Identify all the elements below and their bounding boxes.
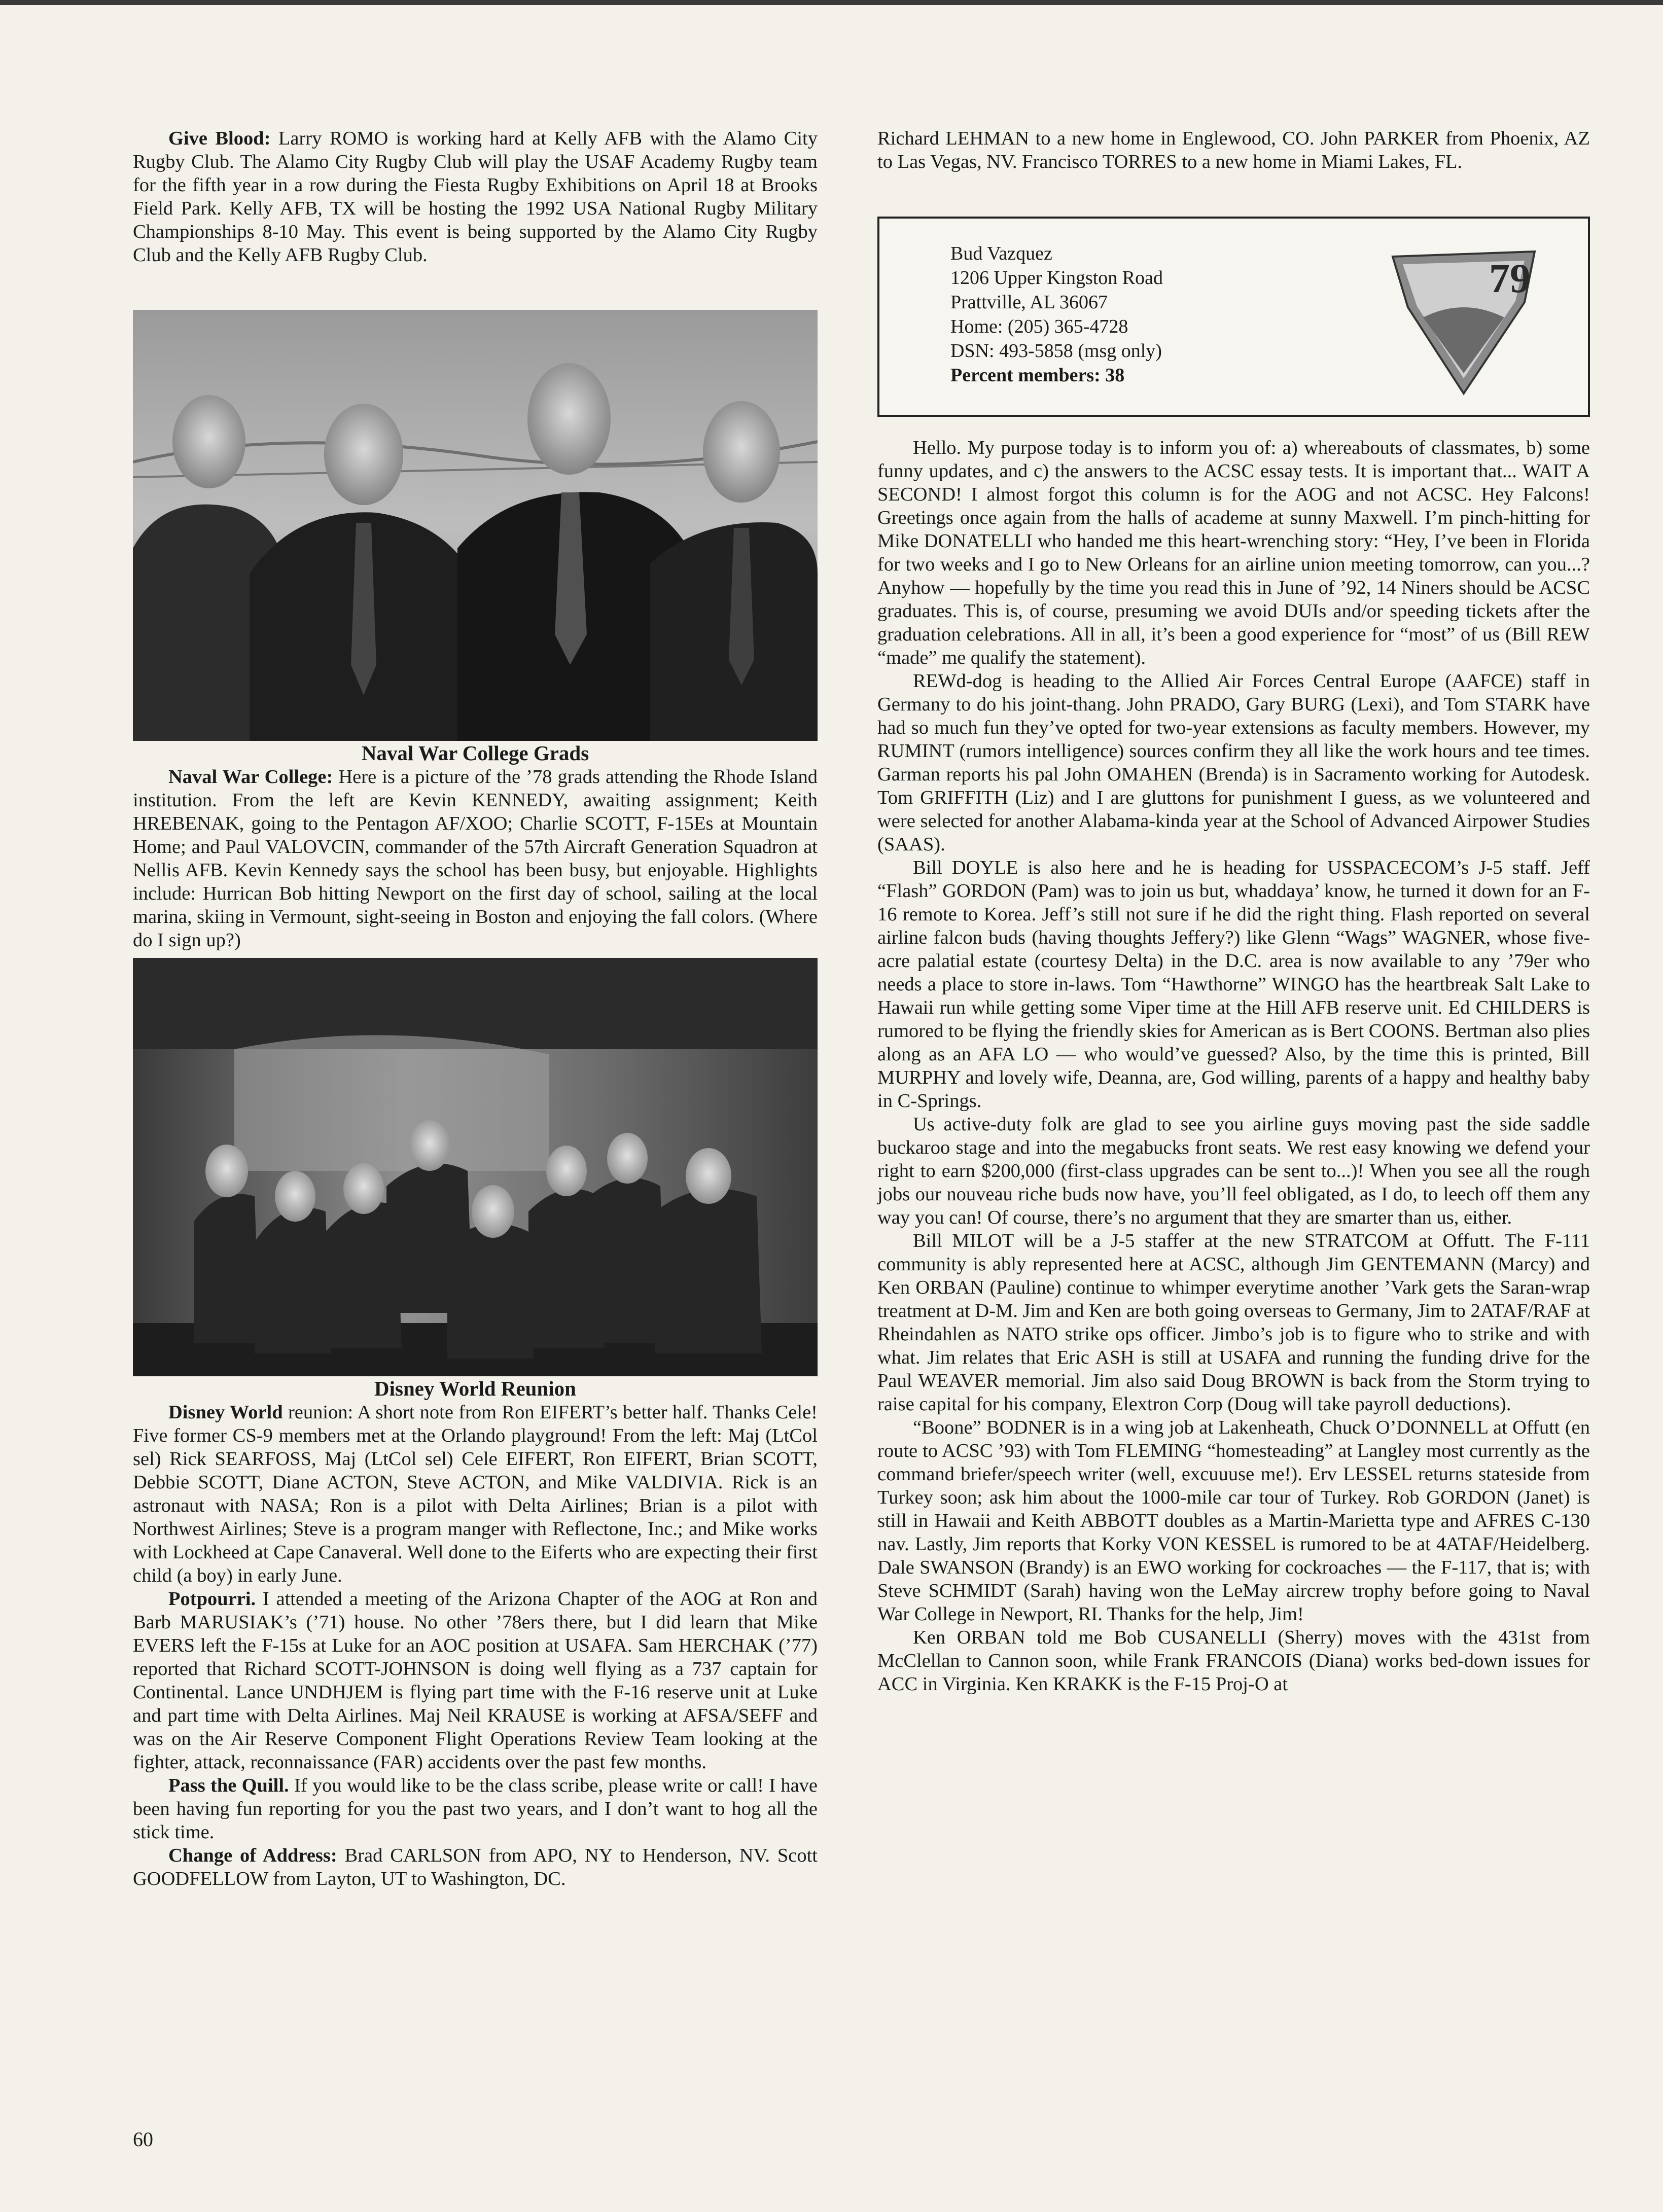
contact-name: Bud Vazquez (950, 243, 1052, 264)
naval-war-college-paragraph (133, 765, 818, 952)
column-body (877, 436, 1590, 1696)
quill-lead: Pass the Quill. (168, 1775, 289, 1796)
class-crest-icon (1388, 241, 1540, 399)
disney-photo-caption: Disney World Reunion (374, 1377, 576, 1400)
give-blood-text: Larry ROMO is working hard at Kelly AFB with the Alamo City Rugby Club. The Alamo City Rugby Club will play the USAF Academy Rugby team for the fifth year in a row during the Fiesta Rugby Exhibitions on April 18 at Brooks Field Park. Kelly AFB, TX will be hosting the 1992 USA National Rugby Military Championships 8-10 May. This event is being supported by the Alamo City Rugby Club and the Kelly AFB Rugby Club. (133, 128, 818, 266)
give-blood-lead: Give Blood: (168, 128, 271, 149)
naval-lead: Naval War College: (168, 766, 333, 788)
naval-war-college-photo (133, 310, 818, 741)
contact-lines (950, 241, 1163, 387)
contact-city: Prattville, AL 36067 (950, 292, 1108, 313)
paragraph-5: Bill MILOT will be a J-5 staffer at the new STRATCOM at Offutt. The F-111 community is ably represented here at ACSC, although Jim GENTEMANN (Marcy) and Ken ORBAN (Pauline) continue to whimper everytime another ’Vark gets the Saran-wrap treatment at D-M. Jim and Ken are both going overseas to Germany, Jim to 2ATAF/RAF at Rheindahlen as NATO strike ops officer. Jimbo’s job is to figure who to strike and with what. Jim relates that Eric ASH is still at USAFA and running the funding drive for the Paul WEAVER memorial. Jim also said Doug BROWN is back from the Storm trying to raise capital for his company, Elextron Corp (Doug will take payroll deductions). (877, 1230, 1590, 1415)
contact-home-phone: Home: (205) 365-4728 (950, 316, 1128, 337)
disney-lead: Disney World (168, 1402, 283, 1423)
pass-the-quill-paragraph (133, 1774, 818, 1844)
potpourri-text: I attended a meeting of the Arizona Chapter of the AOG at Ron and Barb MARUSIAK’s (’71) house. No other ’78ers there, but I did learn that Mike EVERS left the F-15s at Luke for an AOC position at USAFA. Sam HERCHAK (’77) reported that Richard SCOTT-JOHNSON is doing well flying as a 737 captain for Continental. Lance UNDHJEM is flying part time with the F-16 reserve unit at Luke and part time with Delta Airlines. Maj Neil KRAUSE is working at AFSA/SEFF and was on the Air Reserve Component Flight Operations Review Team looking at the fighter, attack, reconnaissance (FAR) accidents over the past few months. (133, 1588, 818, 1773)
contact-dsn: DSN: 493-5858 (msg only) (950, 340, 1162, 362)
percent-members: Percent members: 38 (950, 365, 1125, 386)
paragraph-3: Bill DOYLE is also here and he is heading for USSPACECOM’s J-5 staff. Jeff “Flash” GORDON (Pam) was to join us but, whaddaya’ know, he turned it down for an F-16 remote to Korea. Jeff’s still not sure if he did the right thing. Flash reported on several airline falcon buds (having thoughts Jeffery?) like Glenn “Wags” WAGNER, whose five-acre palatial estate (courtesy Delta) in the D.C. area is now available to any ’79er who needs a place to store in-laws. Tom “Hawthorne” WINGO has the heartbreak Salt Lake to Hawaii run while getting some Viper time at the Hill AFB reserve unit. Ed CHILDERS is rumored to be flying the friendly skies for American as is Bert COONS. Bertman also plies along as an AFA LO — who would’ve guessed? Also, by the time this is printed, Bill MURPHY and lovely wife, Deanna, are, God willing, parents of a happy and healthy baby in C-Springs. (877, 857, 1590, 1112)
left-column (133, 127, 818, 1890)
quill-text: If you would like to be the class scribe, please write or call! I have been having fun reporting for you the past two years, and I don’t want to hog all the stick time. (133, 1775, 818, 1843)
disney-world-photo (133, 958, 818, 1376)
address-text: Brad CARLSON from APO, NY to Henderson, NV. Scott GOODFELLOW from Layton, UT to Washington, DC. (133, 1845, 818, 1889)
right-column (877, 127, 1590, 1696)
crest-text: 79 (1489, 255, 1531, 301)
disney-photo-image (133, 958, 818, 1376)
address-continued-paragraph: Richard LEHMAN to a new home in Englewood, CO. John PARKER from Phoenix, AZ to Las Vegas, NV. Francisco TORRES to a new home in Miami Lakes, FL. (877, 128, 1590, 172)
naval-photo-caption: Naval War College Grads (361, 741, 589, 765)
paragraph-6: “Boone” BODNER is in a wing job at Lakenheath, Chuck O’DONNELL at Offutt (en route to ACSC ’93) with Tom FLEMING “homesteading” at Langley most currently as the command briefer/speech writer (well, excuuuse me!). Erv LESSEL returns stateside from Turkey soon; ask him about the 1000-mile car tour of Turkey. Rob GORDON (Janet) is still in Hawaii and Keith ABBOTT doubles as a Martin-Marietta type and AFRES C-130 nav. Lastly, Jim reports that Korky VON KESSEL is rumored to be at 4ATAF/Heidelberg. Dale SWANSON (Brandy) is an EWO working for cockroaches — the F-117, that is; with Steve SCHMIDT (Sarah) having won the LeMay aircrew trophy before going to Naval War College in Newport, RI. Thanks for the help, Jim! (877, 1417, 1590, 1625)
class-secretary-box (877, 217, 1590, 417)
paragraph-2: REWd-dog is heading to the Allied Air Forces Central Europe (AAFCE) staff in Germany to do his joint-thang. John PRADO, Gary BURG (Lexi), and Tom STARK have had so much fun they’ve opted for two-year extensions as faculty members. However, my RUMINT (rumors intelligence) sources confirm they all like the work hours and tee times. Garman reports his pal John OMAHEN (Brenda) is in Sacramento working for Autodesk. Tom GRIFFITH (Liz) and I are gluttons for punishment I guess, as we volunteered and were selected for another Alabama-kinda year at the School of Advanced Airpower Studies (SAAS). (877, 670, 1590, 855)
give-blood-paragraph (133, 127, 818, 267)
potpourri-lead: Potpourri. (168, 1588, 256, 1610)
contact-street: 1206 Upper Kingston Road (950, 267, 1163, 289)
paragraph-1: Hello. My purpose today is to inform you of: a) whereabouts of classmates, b) some funny updates, and c) the answers to the ACSC essay tests. It is important that... WAIT A SECOND! I almost forgot this column is for the AOG and not ACSC. Hey Falcons! Greetings once again from the halls of academe at sunny Maxwell. I’m pinch-hitting for Mike DONATELLI who handed me this heart-wrenching story: “Hey, I’ve been in Florida for two weeks and I go to New Orleans for an airline union meeting tomorrow, can you...? Anyhow — hopefully by the time you read this in June of ’92, 14 Niners should be ACSC graduates. This is, of course, presuming we avoid DUIs and/or speeding tickets after the graduation celebrations. All in all, it’s been a good experience for “most” of us (Bill REW “made” me qualify the statement). (877, 437, 1590, 668)
disney-paragraph (133, 1401, 818, 1587)
disney-text: reunion: A short note from Ron EIFERT’s better half. Thanks Cele! Five former CS-9 members met at the Orlando playground! From the left: Maj (LtCol sel) Rick SEARFOSS, Maj (LtCol sel) Cele EIFERT, Ron EIFERT, Brian SCOTT, Debbie SCOTT, Diane ACTON, Steve ACTON, and Mike VALDIVIA. Rick is an astronaut with NASA; Ron is a pilot with Delta Airlines; Brian is a pilot with Northwest Airlines; Steve is a program manger with Reflectone, Inc.; and Mike works with Lockheed at Cape Canaveral. Well done to the Eiferts who are expecting their first child (a boy) in early June. (133, 1402, 818, 1586)
naval-photo-image (133, 310, 818, 741)
top-rule (0, 0, 1663, 5)
naval-text: Here is a picture of the ’78 grads attending the Rhode Island institution. From the left are Kevin KENNEDY, awaiting assignment; Keith HREBENAK, going to the Pentagon AF/XOO; Charlie SCOTT, F-15Es at Mountain Home; and Paul VALOVCIN, commander of the 57th Aircraft Generation Squadron at Nellis AFB. Kevin Kennedy says the school has been busy, but enjoyable. Highlights include: Hurrican Bob hitting Newport on the first day of school, sailing at the local marina, skiing in Vermount, sight-seeing in Boston and enjoying the fall colors. (Where do I sign up?) (133, 766, 818, 951)
address-lead: Change of Address: (168, 1845, 337, 1866)
change-of-address-paragraph (133, 1844, 818, 1890)
paragraph-7: Ken ORBAN told me Bob CUSANELLI (Sherry) moves with the 431st from McClellan to Cannon soon, while Frank FRANCOIS (Diana) works bed-down issues for ACC in Virginia. Ken KRAKK is the F-15 Proj-O at (877, 1627, 1590, 1695)
potpourri-paragraph (133, 1587, 818, 1774)
paragraph-4: Us active-duty folk are glad to see you airline guys moving past the side saddle buckaroo stage and into the megabucks front seats. We rest easy knowing we defend your right to earn $200,000 (first-class upgrades can be sent to...)! When you see all the rough jobs our nouveau riche buds now have, you’ll feel obligated, as I do, to leech off them any way you can! Of course, there’s no argument that they are smarter than us, either. (877, 1114, 1590, 1228)
page-number: 60 (133, 2128, 153, 2151)
